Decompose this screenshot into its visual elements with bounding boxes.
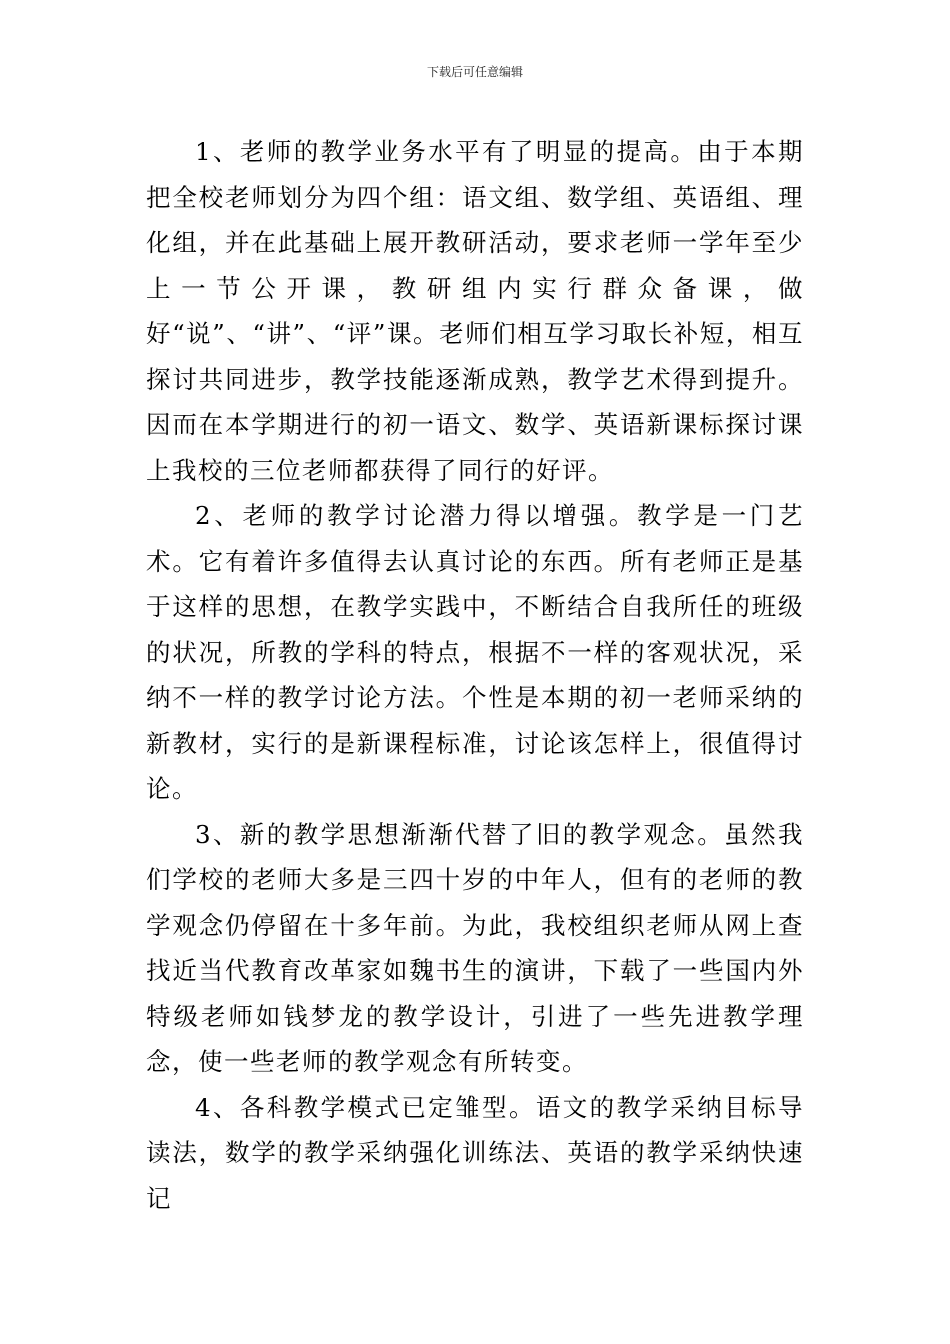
paragraph-2: 2、老师的教学讨论潜力得以增强。教学是一门艺术。它有着许多值得去认真讨论的东西。所有老师正是基于这样的思想，在教学实践中，不断结合自我所任的班级的状况，所教的学科的特点，根据不一样的客观状况，采纳不一样的教学讨论方法。个性是本期的初一老师采纳的新教材，实行的是新课程标准，讨论该怎样上，很值得讨论。	[146, 501, 804, 803]
page-header: 下载后可任意编辑	[426, 65, 523, 79]
document-body	[146, 129, 804, 1221]
paragraph-3: 3、新的教学思想渐渐代替了旧的教学观念。虽然我们学校的老师大多是三四十岁的中年人，但有的老师的教学观念仍停留在十多年前。为此，我校组织老师从网上查找近当代教育改革家如魏书生的演讲，下载了一些国内外特级老师如钱梦龙的教学设计，引进了一些先进教学理念，使一些老师的教学观念有所转变。	[146, 819, 804, 1076]
paragraph-1: 1、老师的教学业务水平有了明显的提高。由于本期把全校老师划分为四个组：语文组、数学组、英语组、理化组，并在此基础上展开教研活动，要求老师一学年至少上一节公开课，教研组内实行群众备课，做好“说”、“讲”、“评”课。老师们相互学习取长补短，相互探讨共同进步，教学技能逐渐成熟，教学艺术得到提升。因而在本学期进行的初一语文、数学、英语新课标探讨课上我校的三位老师都获得了同行的好评。	[146, 137, 804, 485]
paragraph-4: 4、各科教学模式已定雏型。语文的教学采纳目标导读法，数学的教学采纳强化训练法、英语的教学采纳快速记	[146, 1092, 804, 1213]
